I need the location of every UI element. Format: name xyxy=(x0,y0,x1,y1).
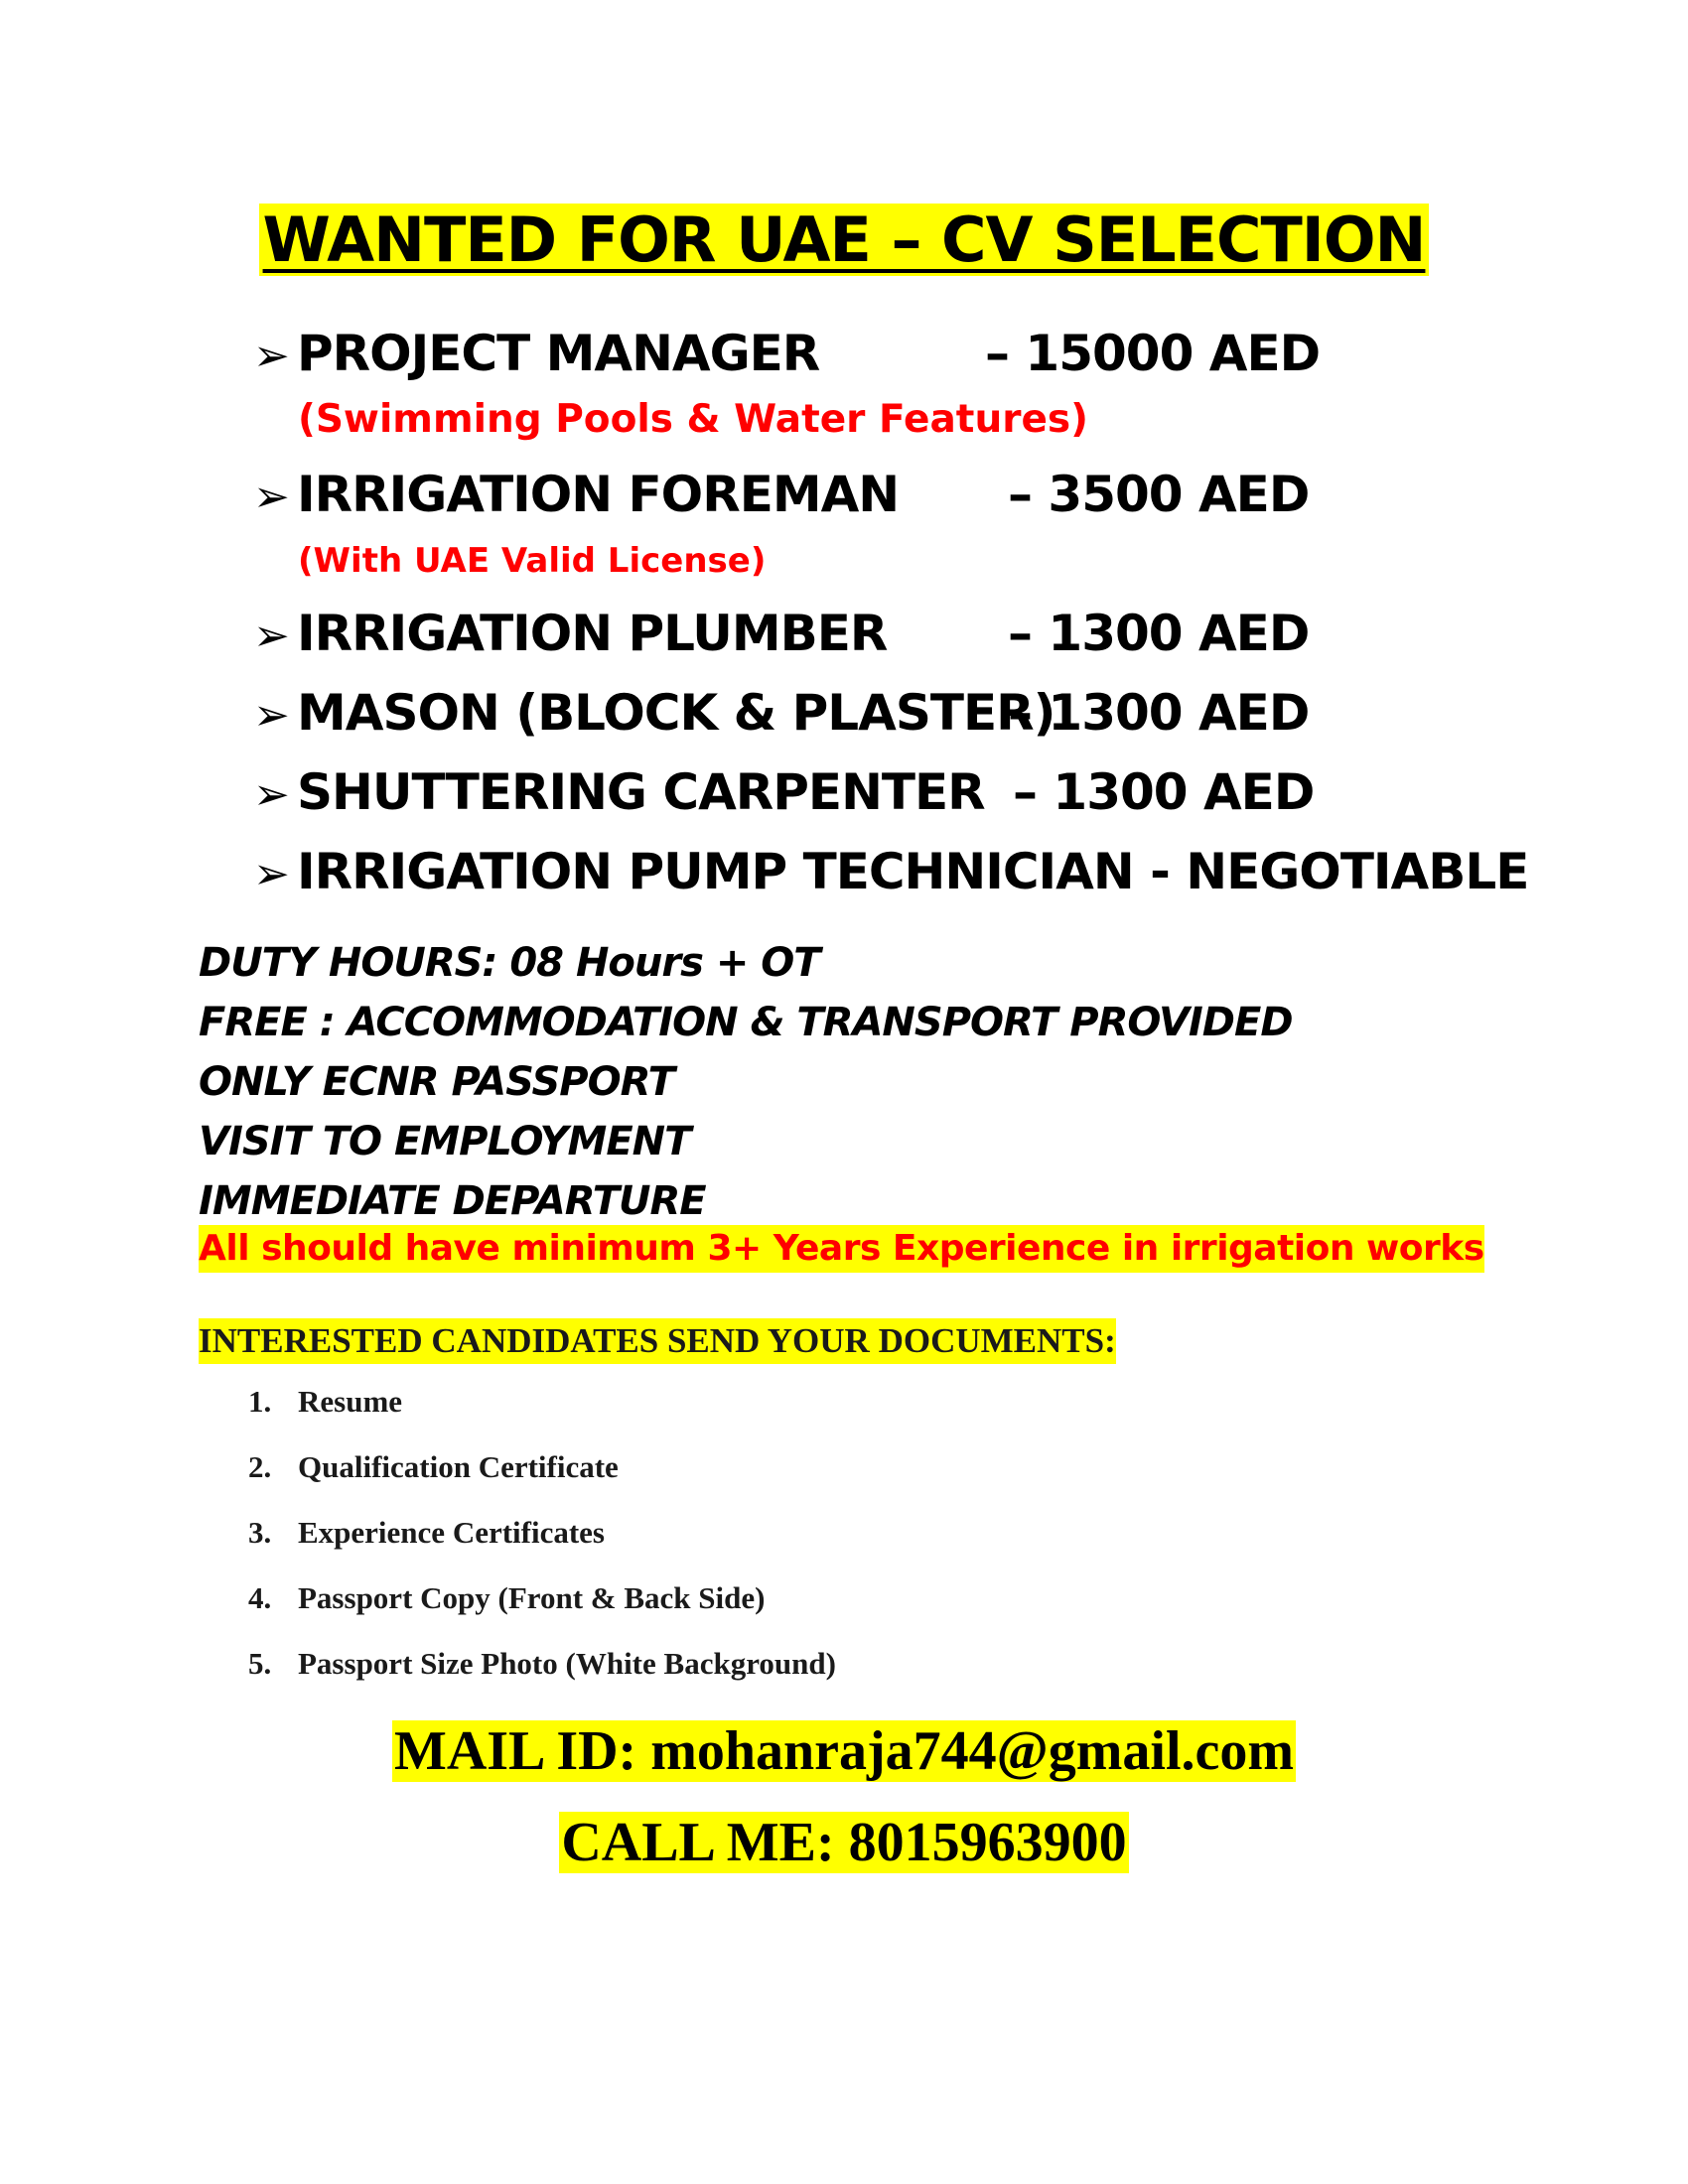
arrow-bullet-icon: ➢ xyxy=(253,472,289,522)
phone-contact xyxy=(0,1809,1688,1876)
list-item xyxy=(248,1513,836,1578)
job-position: IRRIGATION FOREMAN xyxy=(297,466,900,523)
job-item-project-manager xyxy=(253,322,1321,385)
experience-requirement: All should have minimum 3+ Years Experience in irrigation works xyxy=(199,1225,1484,1273)
term-visit-to-employment: VISIT TO EMPLOYMENT xyxy=(199,1119,691,1164)
job-salary: – 1300 AED xyxy=(1008,605,1310,662)
job-item-shuttering-carpenter xyxy=(253,760,1315,824)
job-note: (Swimming Pools & Water Features) xyxy=(298,397,1088,442)
mail-id-text[interactable]: MAIL ID: mohanraja744@gmail.com xyxy=(393,1720,1295,1782)
job-salary: – 1300 AED xyxy=(1008,684,1310,742)
job-salary: - NEGOTIABLE xyxy=(1150,843,1529,900)
list-number: 3. xyxy=(248,1515,272,1550)
arrow-bullet-icon: ➢ xyxy=(253,611,289,661)
job-item-irrigation-plumber xyxy=(253,602,1310,665)
list-item xyxy=(248,1644,836,1709)
arrow-bullet-icon: ➢ xyxy=(253,849,289,899)
document-experience: Experience Certificates xyxy=(298,1515,606,1550)
job-position: SHUTTERING CARPENTER xyxy=(297,763,985,821)
document-photo: Passport Size Photo (White Background) xyxy=(298,1646,836,1681)
arrow-bullet-icon: ➢ xyxy=(253,331,289,381)
documents-heading: INTERESTED CANDIDATES SEND YOUR DOCUMENTS: xyxy=(199,1318,1116,1364)
list-item xyxy=(248,1447,836,1513)
list-number: 1. xyxy=(248,1384,272,1419)
list-number: 5. xyxy=(248,1646,272,1681)
term-duty-hours: DUTY HOURS: 08 Hours + OT xyxy=(199,940,820,986)
title-text: WANTED FOR UAE – CV SELECTION xyxy=(259,204,1430,276)
document-passport-copy: Passport Copy (Front & Back Side) xyxy=(298,1580,766,1615)
job-salary: – 3500 AED xyxy=(1008,466,1310,523)
terms-list xyxy=(199,933,1293,1231)
job-salary: – 15000 AED xyxy=(985,325,1321,382)
arrow-bullet-icon: ➢ xyxy=(253,769,289,820)
term-ecnr-passport: ONLY ECNR PASSPORT xyxy=(199,1059,674,1105)
document-qualification: Qualification Certificate xyxy=(298,1449,619,1484)
job-position: IRRIGATION PUMP TECHNICIAN xyxy=(297,843,1134,900)
term-immediate-departure: IMMEDIATE DEPARTURE xyxy=(199,1178,706,1224)
documents-list xyxy=(248,1382,836,1709)
list-number: 4. xyxy=(248,1580,272,1615)
job-note: (With UAE Valid License) xyxy=(298,541,767,581)
job-position: MASON (BLOCK & PLASTER) xyxy=(297,684,1055,742)
mail-contact xyxy=(0,1717,1688,1785)
job-item-irrigation-foreman xyxy=(253,463,1310,526)
page-title xyxy=(0,199,1688,282)
job-salary: – 1300 AED xyxy=(1013,763,1315,821)
job-item-mason xyxy=(253,681,1310,745)
call-me-text[interactable]: CALL ME: 8015963900 xyxy=(561,1812,1127,1873)
job-position: IRRIGATION PLUMBER xyxy=(297,605,888,662)
job-item-irrigation-pump-technician xyxy=(253,840,1528,903)
list-number: 2. xyxy=(248,1449,272,1484)
document-resume: Resume xyxy=(298,1384,403,1419)
job-position: PROJECT MANAGER xyxy=(297,325,820,382)
term-free-accommodation: FREE : ACCOMMODATION & TRANSPORT PROVIDED xyxy=(199,1000,1293,1045)
arrow-bullet-icon: ➢ xyxy=(253,690,289,741)
list-item xyxy=(248,1382,836,1447)
list-item xyxy=(248,1578,836,1644)
